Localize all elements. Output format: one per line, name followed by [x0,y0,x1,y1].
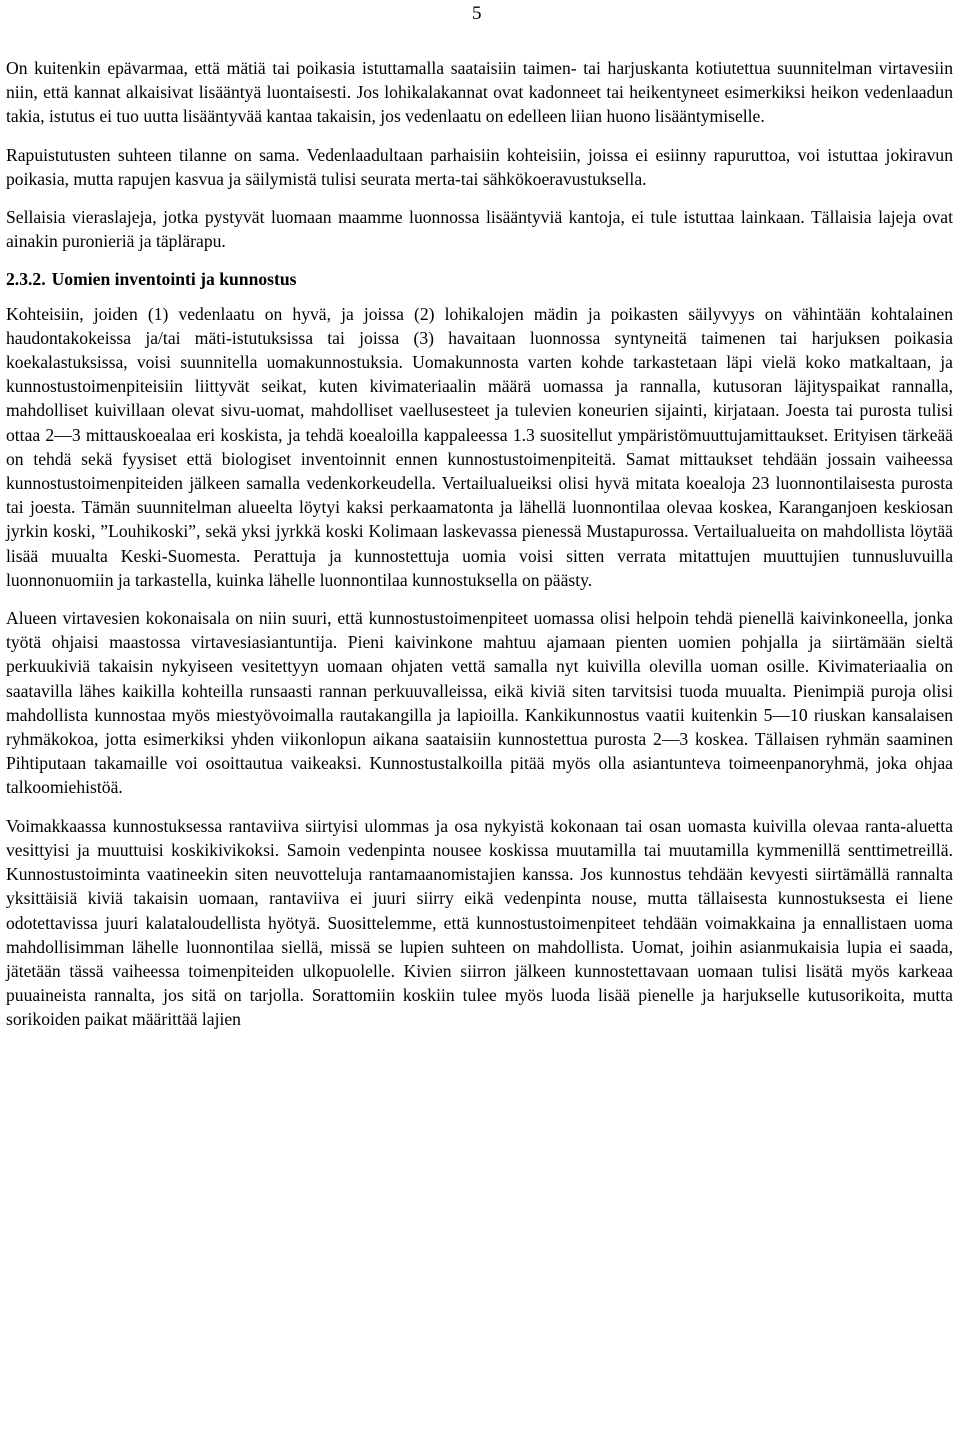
paragraph-crayfish-stocking: Rapuistutusten suhteen tilanne on sama. Vedenlaadultaan parhaisiin kohteisiin, joissa ei esiinny rapuruttoa, voi istuttaa jokiravun poikasia, mutta rapujen kasvua ja säilymistä tulisi seurata merta-tai sähkökoeravustuksella. [6,144,953,189]
paragraph-inventory: Kohteisiin, joiden (1) vedenlaatu on hyvä, ja joissa (2) lohikalojen mädin ja poikasten säilyvyys on vähintään kohtalainen haudontakokeissa ja/tai mäti-istutuksissa tai joissa (3) havaitaan luonnossa syntyneitä taimenen tai harjuksen poikasia koekalastuksissa, voisi suunnitella uomakunnostuksia. Uomakunnosta varten kohde tarkastetaan läpi vielä koko matkaltaan, ja kunnostustoimenpiteisiin liittyvät seikat, kuten kivimateriaalin määrä uomassa ja rannalla, kutusoran läjityspaikat rannalla, mahdolliset kuivillaan olevat sivu-uomat, mahdolliset vaellusesteet ja tulevien koneurien sijainti, kirjataan. Joesta tai purosta tulisi ottaa 2—3 mittauskoealaa eri koskista, ja tehdä koealoilla kappaleessa 1.3 suositellut ympäristömuuttujamittaukset. Erityisen tärkeää on tehdä sekä fyysiset että biologiset inventoinnit ennen kunnostustoimenpiteitä. Samat mittaukset tehdään jossain vaiheessa kunnostustoimenpiteiden jälkeen samalla vedenkorkeudella. Vertailualueiksi olisi hyvä mitata koealoja 23 luonnontilaisesta purosta tai joesta. Tämän suunnitelman alueelta löytyi kaksi perkaamatonta ja lähellä luonnontilaa olevaa koskea, Karanganjoen keskiosan jyrkin koski, ”Louhikoski”, sekä yksi jyrkkä koski Kolimaan laskevassa pienessä Mustapurossa. Vertailualueita on mahdollista löytää lisää muualta Keski-Suomesta. Perattuja ja kunnostettuja uomia voisi sitten verrata mitattujen muuttujien tunnusluvuilla luonnonuomiin ja tarkastella, kuinka lähelle luonnontilaa kunnostuksella on päästy. [6,303,953,590]
section-heading [6,267,953,291]
section-number: 2.3.2. [6,269,46,290]
paragraph-shoreline-effects: Voimakkaassa kunnostuksessa rantaviiva siirtyisi ulommas ja osa nykyistä kokonaan tai osan uomasta kuivilla olevaa ranta-aluetta vesittyisi ja muuttuisi koskikivikoksi. Samoin vedenpinta nousee koskissa muutamilla tai muutamilla kymmenillä senttimetreillä. Kunnostustoiminta vaatineekin siten neuvotteluja rantamaanomistajien kanssa. Jos kunnostus tehdään kevyesti siirtämällä rannalta yksittäisiä kiviä takaisin uomaan, rantaviiva ei juuri siirry eikä vedenpinta nouse, mutta tällaisesta kunnostuksesta ei liene odotettavissa juuri kalataloudellista hyötyä. Suosittelemme, että kunnostustoimenpiteet tehdään voimakkaina ja ennallistaen uoma mahdollisimman lähelle luonnontilaa siellä, missä se lupien suhteen on mahdollista. Uomat, joihin asianmukaisia lupia ei saada, jätetään tässä vaiheessa toimenpiteiden ulkopuolelle. Kivien siirron jälkeen kunnostettavaan uomaan tulisi lisätä myös karkeaa puuaineista rannalta, jos sitä on tarjolla. Sorattomiin koskiin tulee myös luoda lisää pienelle ja harjukselle kutusorikoita, mutta sorikoiden paikat määrittää lajien [6,815,953,1030]
section-title: Uomien inventointi ja kunnostus [51,269,297,290]
document-body [6,56,953,1046]
paragraph-reproduction-uncertainty: On kuitenkin epävarmaa, että mätiä tai poikasia istuttamalla saataisiin taimen- tai harjuskanta kotiutettua suunnitelman virtavesiin niin, että kannat alkaisivat lisääntyä luontaisesti. Jos lohikalakannat ovat kadonneet tai heikentyneet esimerkiksi heikon vedenlaadun takia, istutus ei tuo uutta lisääntyvää kantaa takaisin, jos vedenlaatu on edelleen liian huono lisääntymiselle. [6,58,953,127]
page-number: 5 [472,3,482,24]
paragraph-invasive-species: Sellaisia vieraslajeja, jotka pystyvät luomaan maamme luonnossa lisääntyviä kantoja, ei tule istuttaa lainkaan. Tällaisia lajeja ovat ainakin puronieriä ja täplärapu. [6,207,953,252]
paragraph-excavator-restoration: Alueen virtavesien kokonaisala on niin suuri, että kunnostustoimenpiteet uomassa olisi helpoin tehdä pienellä kaivinkoneella, jonka työtä ohjaisi maastossa virtavesiasiantuntija. Pieni kaivinkone mahtuu ajamaan pienten uomien pohjalla ja siirtämään sieltä perkuukiviä takaisin nykyiseen vesitettyyn uomaan ohjaten vettä samalla nyt kuivilla olevilla uoman osille. Kivimateriaalia on saatavilla lähes kaikilla kohteilla runsaasti rannan perkuuvalleissa, eikä kiviä siten tarvitsisi tuoda muualta. Pienimpiä puroja olisi mahdollista kunnostaa myös miestyövoimalla rautakangilla ja lapioilla. Kankikunnostus vaatii kuitenkin 5—10 riuskan kansalaisen ryhmäkokoa, jotta esimerkiksi yhden viikonlopun aikana saataisiin kunnostettua purosta 2—3 koskea. Tällaisen ryhmän saaminen Pihtiputaan takamaille voi osoittautua vaikeaksi. Kunnostustalkoilla pitää myös olla asiantunteva toimeenpanoryhmä, joka ohjaa talkoomiehistöä. [6,608,953,798]
